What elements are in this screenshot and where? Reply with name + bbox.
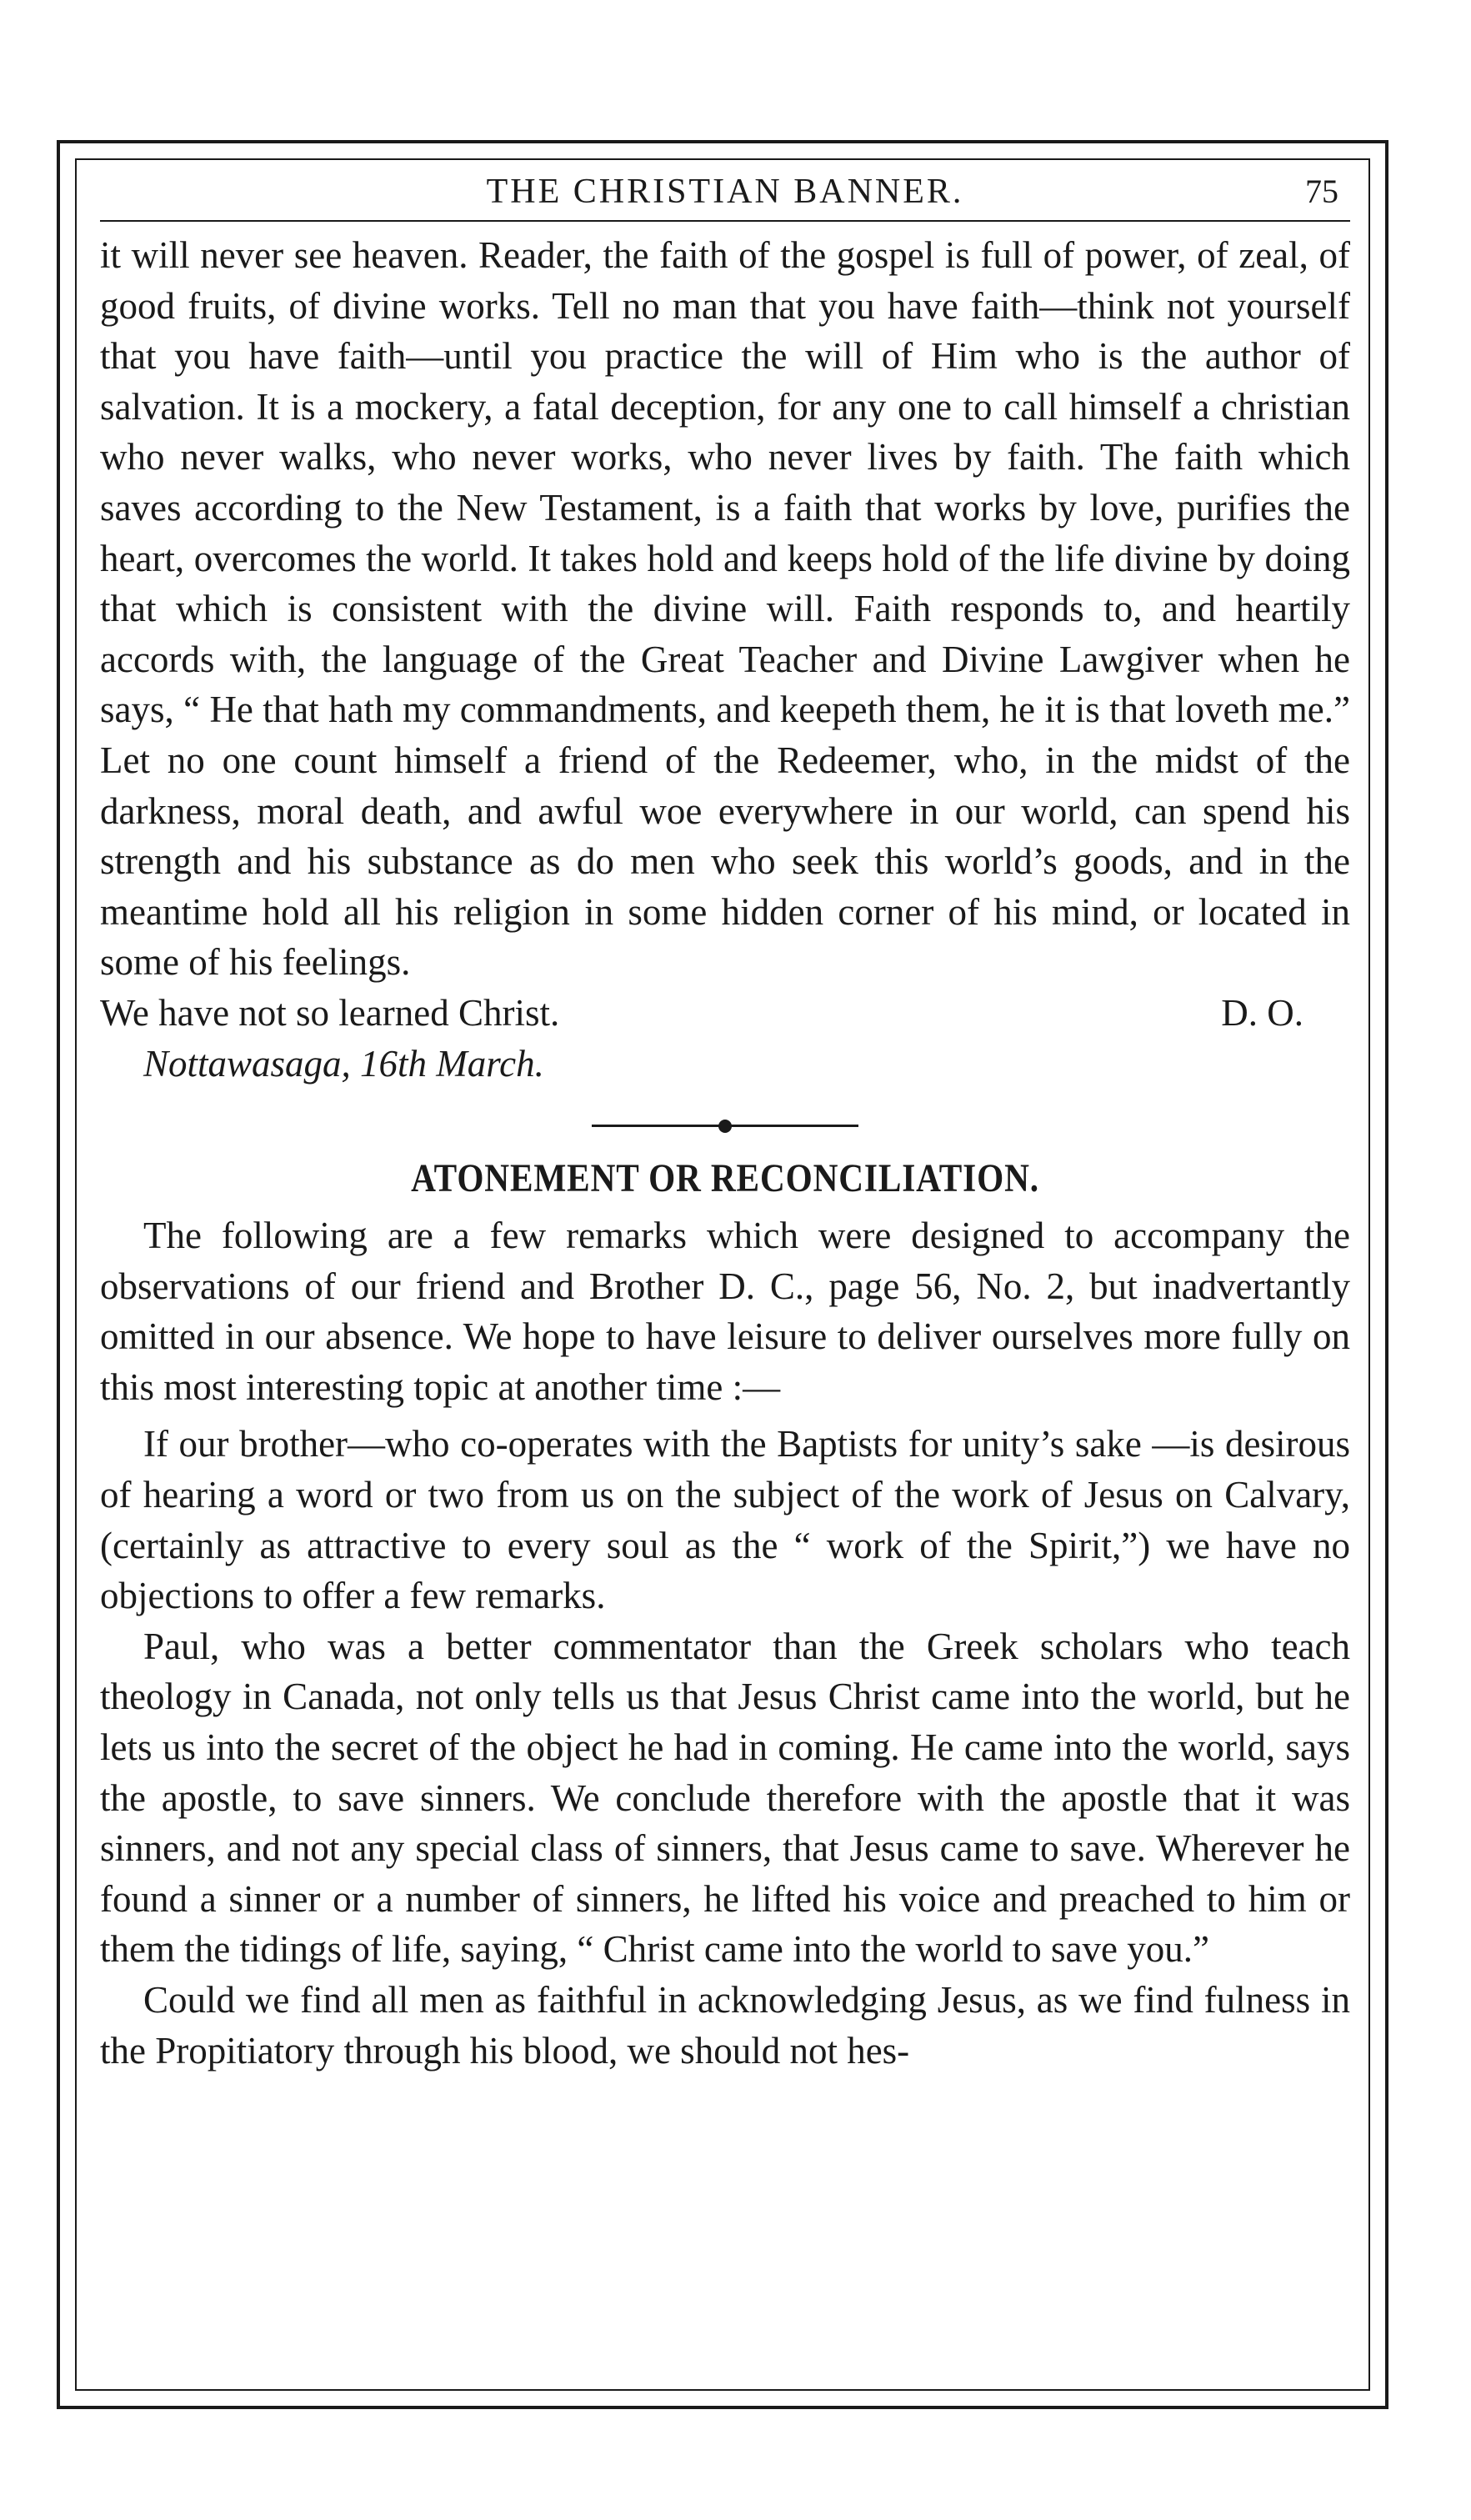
article-paragraph: Could we find all men as faithful in acknowledging Jesus, as we find fulness in the Propitiatory through his blood, we should not hes- <box>100 1979 1350 2072</box>
closing-sentence: We have not so learned Christ. <box>100 991 560 1034</box>
section-separator <box>592 1109 858 1142</box>
running-head: THE CHRISTIAN BANNER. <box>486 173 964 211</box>
page-number: 75 <box>1305 173 1338 210</box>
article-heading: ATONEMENT OR RECONCILIATION. <box>411 1156 1039 1201</box>
article-paragraph: If our brother—who co-operates with the Baptists for unity’s sake —is desirous of hearing a word or two from us on the subject of the work of Jesus on Calvary, (certainly as attractive to every soul as the “ work of the Spirit,”) we have no objections to offer a few remarks. <box>100 1423 1350 1617</box>
printed-page <box>100 167 1350 2376</box>
article-paragraph: Paul, who was a better commentator than the Greek scholars who teach theology in Canada, not only tells us that Jesus Christ came into the world, but he lets us into the secret of the object he had in coming. He came into the world, says the apostle, to save sinners. We conclude therefore with the apostle that it was sinners, and not any special class of sinners, that Jesus came to save. Wherever he found a sinner or a number of sinners, he lifted his voice and preached to him or them the tidings of life, saying, “ Christ came into the world to save you.” <box>100 1625 1350 1971</box>
page-header <box>100 167 1350 222</box>
article-atonement <box>100 1152 1350 2076</box>
article-paragraph: it will never see heaven. Reader, the faith of the gospel is full of power, of zeal, of good fruits, of divine works. Tell no man that you have faith—think not yourself that you have faith—until you practice the will of Him who is the author of salvation. It is a mockery, a fatal deception, for any one to call himself a christian who never walks, who never works, who never lives by faith. The faith which saves according to the New Testament, is a faith that works by love, purifies the heart, overcomes the world. It takes hold and keeps hold of the life divine by doing that which is consistent with the divine will. Faith responds to, and heartily accords with, the language of the Great Teacher and Divine Lawgiver when he says, “ He that hath my commandments, and keepeth them, he it is that loveth me.” Let no one count himself a friend of the Redeemer, who, in the midst of the darkness, moral death, and awful woe everywhere in our world, can spend his strength and his substance as do men who seek this world’s goods, and in the meantime hold all his religion in some hidden corner of his mind, or located in some of his feelings. <box>100 234 1350 984</box>
article-faith-continuation <box>100 230 1350 1089</box>
author-signature: D. O. <box>1221 991 1303 1034</box>
separator-ornament <box>718 1120 732 1133</box>
dateline: Nottawasaga, 16th March. <box>143 1042 544 1085</box>
article-paragraph: The following are a few remarks which were designed to accompany the observations of our friend and Brother D. C., page 56, No. 2, but inadvertantly omitted in our absence. We hope to have leisure to deliver ourselves more fully on this most interesting topic at another time :— <box>100 1215 1350 1408</box>
closing-line <box>100 988 1350 1039</box>
